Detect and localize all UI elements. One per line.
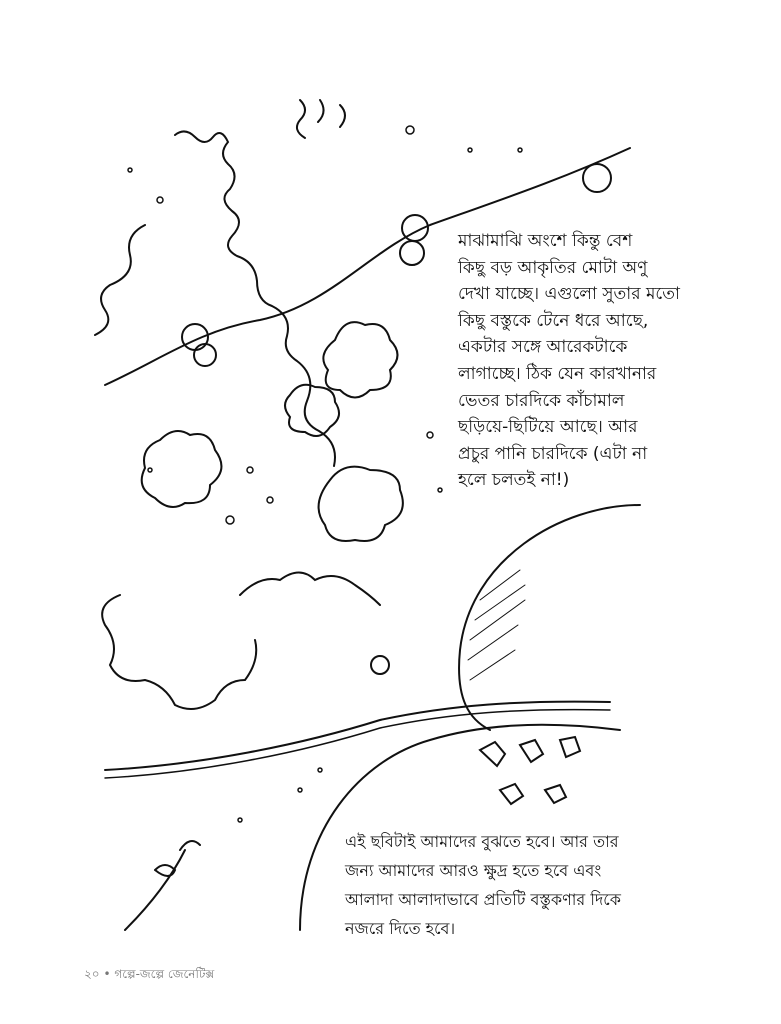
cloud-molecule bbox=[142, 431, 222, 507]
page-number: ২০ bbox=[84, 967, 100, 981]
page-footer bbox=[84, 966, 214, 986]
text-line: কিছু বড় আকৃতির মোটা অণু bbox=[458, 257, 648, 278]
book-title: গল্পে-জল্পে জেনেটিক্স bbox=[114, 967, 215, 981]
top-paragraph bbox=[458, 228, 728, 494]
text-line: প্রচুর পানি চারদিকে (এটা না bbox=[458, 443, 648, 464]
footer-separator: • bbox=[103, 967, 111, 981]
wavy-chain bbox=[102, 595, 256, 709]
text-line: দেখা যাচ্ছে। এগুলো সুতার মতো bbox=[458, 284, 680, 305]
left-chain bbox=[95, 225, 145, 335]
cloud-molecule bbox=[319, 467, 403, 541]
text-line: ছড়িয়ে-ছিটিয়ে আছে। আর bbox=[458, 417, 638, 438]
bottom-paragraph bbox=[345, 827, 705, 943]
text-line: এই ছবিটাই আমাদের বুঝতে হবে। আর তার bbox=[345, 832, 619, 851]
text-line: ভেতর চারদিকে কাঁচামাল bbox=[458, 390, 625, 411]
text-line: নজরে দিতে হবে। bbox=[345, 919, 456, 938]
dna-fragment bbox=[125, 841, 200, 930]
text-line: লাগাচ্ছে। ঠিক যেন কারখানার bbox=[458, 363, 657, 384]
cloud-molecule bbox=[323, 322, 397, 397]
wavy-chain bbox=[175, 131, 335, 466]
text-line: হলে চলতই না!) bbox=[458, 470, 570, 491]
text-line: কিছু বস্তুকে টেনে ধরে আছে, bbox=[458, 310, 649, 331]
cloud-molecule bbox=[285, 385, 339, 436]
wavy-chain bbox=[240, 573, 380, 606]
text-line: মাঝামাঝি অংশে কিন্তু বেশ bbox=[458, 231, 633, 251]
text-line: আলাদা আলাদাভাবে প্রতিটি বস্তুকণার দিকে bbox=[345, 890, 621, 909]
text-line: একটার সঙ্গে আরেকটাকে bbox=[458, 337, 628, 358]
text-line: জন্য আমাদের আরও ক্ষুদ্র হতে হবে এবং bbox=[345, 861, 602, 880]
large-sphere bbox=[459, 505, 640, 730]
